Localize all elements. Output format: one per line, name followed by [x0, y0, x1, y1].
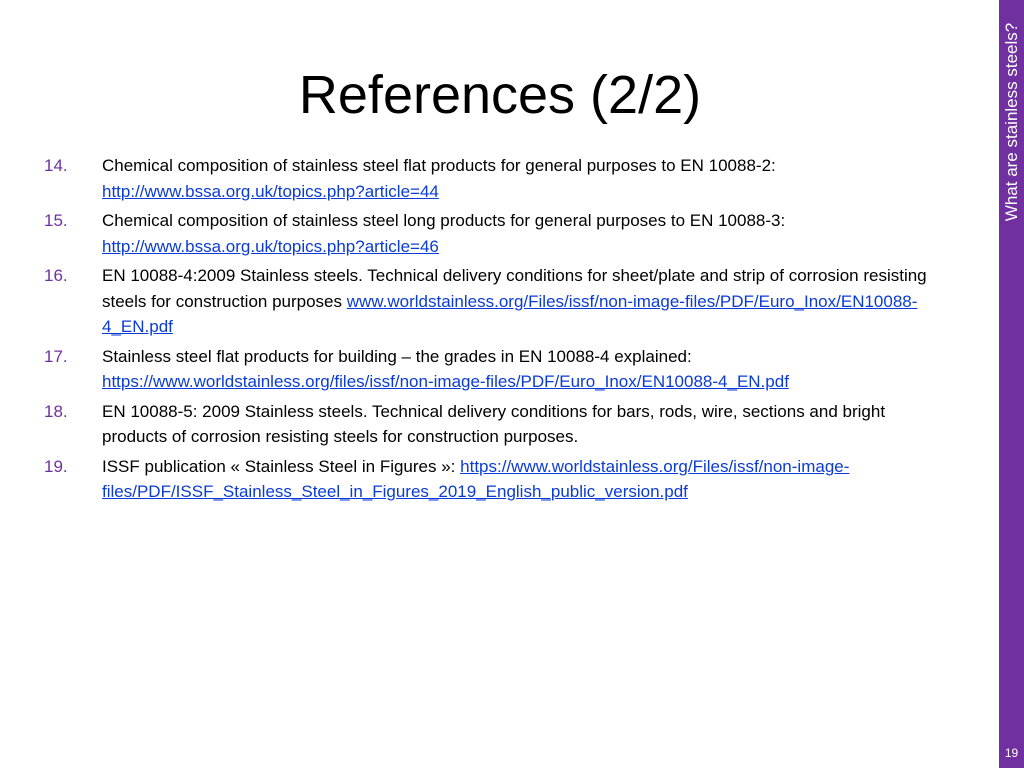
reference-item — [44, 454, 944, 505]
reference-number: 17. — [44, 346, 68, 366]
reference-text — [102, 347, 789, 392]
section-label-text: What are stainless steels? — [1001, 22, 1021, 222]
reference-description: ISSF publication « Stainless Steel in Figures »: — [102, 456, 461, 476]
reference-link[interactable]: http://www.bssa.org.uk/topics.php?article=46 — [102, 236, 439, 256]
reference-item — [44, 263, 944, 340]
reference-item — [44, 208, 944, 259]
reference-number: 14. — [44, 156, 68, 175]
reference-link[interactable]: https://www.worldstainless.org/Files/issf/non-image-files/PDF/ISSF_Stainless_Steel_in_Figures_2019_English_public_version.pdf — [102, 456, 850, 501]
reference-text — [102, 156, 776, 201]
section-label — [999, 0, 1024, 245]
reference-description: Stainless steel flat products for building – the grades in EN 10088-4 explained: — [102, 346, 692, 366]
reference-list — [44, 153, 944, 509]
slide-title: References (2/2) — [298, 65, 702, 125]
page-number: 19 — [1004, 746, 1019, 760]
reference-text — [102, 457, 849, 502]
reference-text — [102, 402, 885, 447]
reference-item — [44, 399, 944, 450]
reference-description: EN 10088-4:2009 Stainless steels. Technical delivery conditions for sheet/plate and strip of corrosion resisting steels for construction purposes — [102, 266, 927, 311]
reference-link[interactable]: http://www.bssa.org.uk/topics.php?article=44 — [102, 181, 439, 201]
section-sidebar — [999, 0, 1024, 768]
reference-number: 18. — [44, 401, 68, 421]
reference-item — [44, 153, 944, 204]
reference-number: 15. — [44, 211, 68, 230]
reference-number: 16. — [44, 266, 68, 285]
reference-item — [44, 344, 944, 395]
reference-description: Chemical composition of stainless steel long products for general purposes to EN 10088-3: — [102, 211, 786, 230]
reference-number: 19. — [44, 456, 68, 476]
reference-text — [102, 211, 785, 256]
reference-text — [102, 266, 927, 336]
reference-description: EN 10088-5: 2009 Stainless steels. Technical delivery conditions for bars, rods, wire, sections and bright products of corrosion resisting steels for construction purposes. — [102, 401, 886, 446]
reference-link[interactable]: www.worldstainless.org/Files/issf/non-image-files/PDF/Euro_Inox/EN10088-4_EN.pdf — [102, 291, 918, 336]
reference-link[interactable]: https://www.worldstainless.org/files/issf/non-image-files/PDF/Euro_Inox/EN10088-4_EN.pdf — [102, 372, 789, 391]
reference-description: Chemical composition of stainless steel flat products for general purposes to EN 10088-2: — [102, 156, 776, 175]
